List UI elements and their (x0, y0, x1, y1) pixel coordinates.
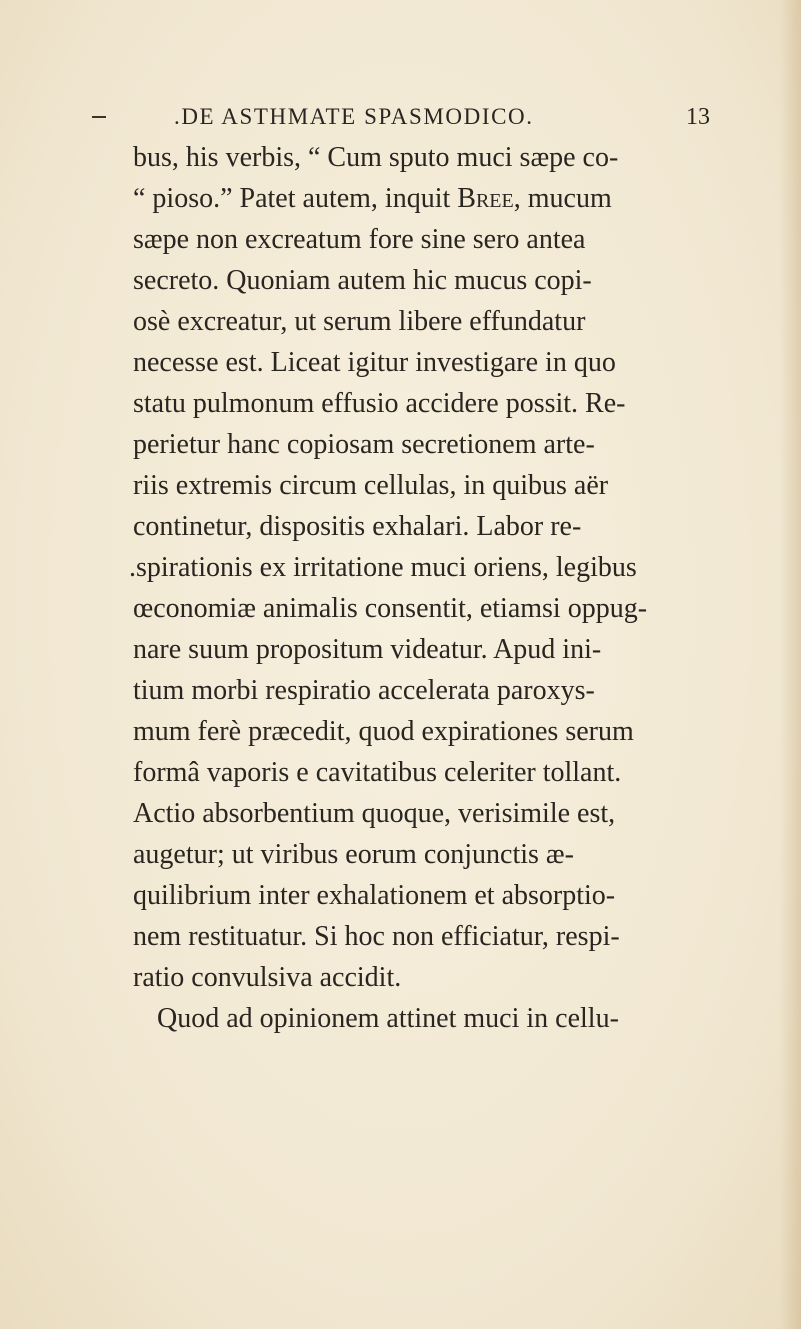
line-text: œconomiæ animalis consentit, etiamsi oppug- (133, 593, 648, 624)
line-text: riis extremis circum cellulas, in quibus aër (133, 470, 609, 501)
line-text: formâ vaporis e cavitatibus celeriter tollant. (133, 757, 622, 788)
line-text: nem restituatur. Si hoc non efficiatur, respi- (133, 921, 620, 952)
text-line (157, 1001, 619, 1037)
line-text: osè excreatur, ut serum libere effundatur (133, 306, 586, 337)
text-line (133, 304, 585, 340)
text-line (133, 140, 618, 176)
line-text: ratio convulsiva accidit. (133, 962, 402, 993)
line-text: statu pulmonum effusio accidere possit. Re- (133, 388, 626, 419)
text-line (133, 673, 595, 709)
line-text: .spirationis ex irritatione muci oriens, legibus (129, 552, 637, 583)
text-line (129, 550, 637, 586)
text-line (133, 632, 601, 668)
line-text: Actio absorbentium quoque, verisimile est, (133, 798, 616, 829)
running-title: .DE ASTHMATE SPASMODICO. (174, 104, 534, 129)
author-name: Bree (457, 183, 514, 214)
text-line (133, 468, 608, 504)
line-text: sæpe non excreatum fore sine sero antea (133, 224, 586, 255)
line-text: bus, his verbis, “ Cum sputo muci sæpe co- (133, 142, 619, 173)
line-text: Quod ad opinionem attinet muci in cellu- (157, 1003, 619, 1034)
text-line (133, 796, 615, 832)
line-text: mum ferè præcedit, quod expirationes serum (133, 716, 634, 747)
text-line (133, 222, 585, 258)
text-line (133, 345, 616, 381)
text-line (133, 714, 634, 750)
page-number: 13 (686, 104, 710, 130)
line-text: , mucum (513, 183, 612, 214)
text-line (133, 591, 647, 627)
line-text: secreto. Quoniam autem hic mucus copi- (133, 265, 592, 296)
line-text: perietur hanc copiosam secretionem arte- (133, 429, 595, 460)
text-line (133, 919, 620, 955)
text-line (133, 509, 581, 545)
page-edge-shadow (779, 0, 801, 1329)
text-line (133, 960, 401, 996)
line-text: tium morbi respiratio accelerata paroxys- (133, 675, 595, 706)
line-text: augetur; ut viribus eorum conjunctis æ- (133, 839, 574, 870)
text-line (133, 181, 612, 217)
line-text: necesse est. Liceat igitur investigare in quo (133, 347, 616, 378)
text-line (133, 386, 626, 422)
line-text: nare suum propositum videatur. Apud ini- (133, 634, 602, 665)
line-text: “ pioso.” Patet autem, inquit (133, 183, 458, 214)
line-text: continetur, dispositis exhalari. Labor re- (133, 511, 582, 542)
text-line (133, 837, 574, 873)
text-line (133, 878, 615, 914)
text-line (133, 755, 621, 791)
line-text: quilibrium inter exhalationem et absorptio- (133, 880, 616, 911)
text-line (133, 427, 595, 463)
margin-dash (92, 116, 106, 118)
text-line (133, 263, 592, 299)
running-head (0, 104, 801, 134)
